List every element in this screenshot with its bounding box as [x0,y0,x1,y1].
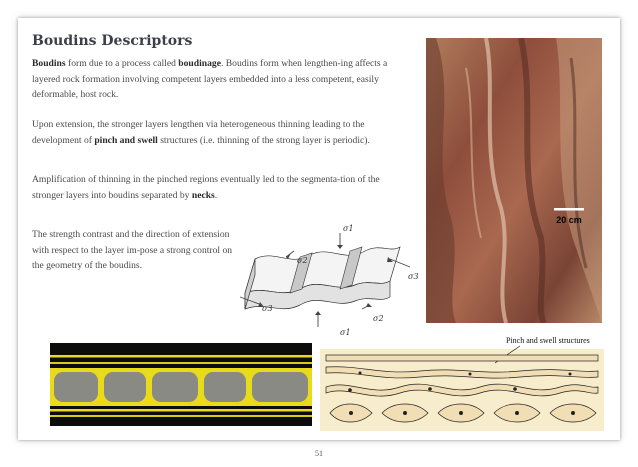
scale-bar-label: 20 cm [556,215,582,225]
slide [18,18,620,440]
term-boudinage: boudinage [178,58,221,69]
boudin-block-diagram [230,201,420,336]
paragraph-boudins-definition: Boudins form due to a process called boudinage. Boudins form when lengthen-ing affects a layered rock formation involving competent layers embedded into a less competent, easily deformable, host rock. [32,58,388,100]
label-sigma2-left: σ2 [297,256,308,265]
term-necks: necks [191,189,215,201]
boudin-specimen-photo [50,343,312,426]
label-sigma1-top: σ1 [343,224,354,233]
slide-title: Boudins Descriptors [32,33,193,49]
label-sigma3-left: σ3 [262,304,273,313]
label-sigma3-right: σ3 [408,272,419,281]
paragraph-extension: Upon extension, the stronger layers lengthen via heterogeneous thinning leading to the development of pinch and swell structures (i.e. thinning of the strong layer is periodic). [32,119,370,146]
label-sigma2-bottom: σ2 [373,314,384,323]
term-boudins: Boudins [32,58,66,69]
pinch-swell-caption: Pinch and swell structures [506,336,590,345]
rock-outcrop-photo [426,38,602,323]
pinch-and-swell-diagram [320,331,604,431]
term-pinch-and-swell: pinch and swell [94,134,158,146]
paragraph-strength-contrast: The strength contrast and the direction of extension with respect to the layer im-pose a strong control on the geometry of the boudins. [32,229,233,271]
label-sigma1-bottom: σ1 [340,328,351,336]
page-number: 51 [315,449,323,458]
paragraph-amplification: Amplification of thinning in the pinched regions eventually led to the segmenta-tion of the stronger layers into boudins separated by necks. [32,174,380,201]
